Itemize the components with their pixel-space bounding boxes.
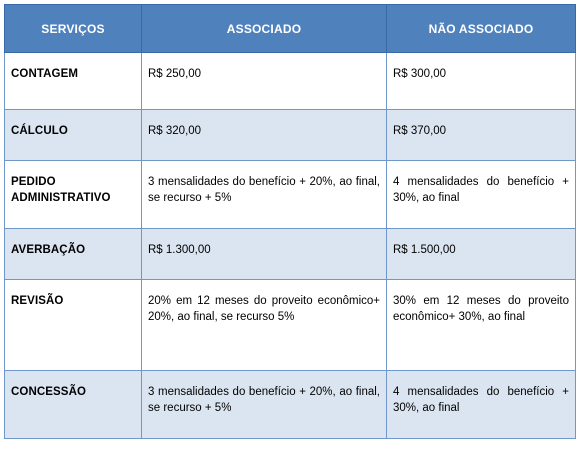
header-associado: ASSOCIADO xyxy=(142,5,387,53)
service-name: REVISÃO xyxy=(5,280,142,371)
price-associado: 3 mensalidades do benefício + 20%, ao final, se recurso + 5% xyxy=(142,161,387,229)
price-nao-associado: R$ 300,00 xyxy=(387,53,576,110)
header-servicos: SERVIÇOS xyxy=(5,5,142,53)
table-row xyxy=(5,53,576,110)
service-name: PEDIDO ADMINISTRATIVO xyxy=(5,161,142,229)
price-associado: R$ 1.300,00 xyxy=(142,229,387,280)
pricing-table xyxy=(4,4,576,439)
price-nao-associado: R$ 1.500,00 xyxy=(387,229,576,280)
price-nao-associado: 4 mensalidades do benefício + 30%, ao final xyxy=(387,371,576,439)
table-row xyxy=(5,229,576,280)
price-associado: 20% em 12 meses do proveito econômico+ 20%, ao final, se recurso 5% xyxy=(142,280,387,371)
price-associado: R$ 320,00 xyxy=(142,110,387,161)
price-nao-associado: 30% em 12 meses do proveito econômico+ 30%, ao final xyxy=(387,280,576,371)
service-name: CONCESSÃO xyxy=(5,371,142,439)
service-name: CÁLCULO xyxy=(5,110,142,161)
header-nao-associado: NÃO ASSOCIADO xyxy=(387,5,576,53)
table-row xyxy=(5,110,576,161)
service-name: CONTAGEM xyxy=(5,53,142,110)
table-row xyxy=(5,280,576,371)
table-row xyxy=(5,371,576,439)
price-nao-associado: R$ 370,00 xyxy=(387,110,576,161)
price-nao-associado: 4 mensalidades do benefício + 30%, ao final xyxy=(387,161,576,229)
table-row xyxy=(5,161,576,229)
pricing-table-container xyxy=(4,4,575,439)
table-header-row xyxy=(5,5,576,53)
price-associado: 3 mensalidades do benefício + 20%, ao final, se recurso + 5% xyxy=(142,371,387,439)
price-associado: R$ 250,00 xyxy=(142,53,387,110)
service-name: AVERBAÇÃO xyxy=(5,229,142,280)
